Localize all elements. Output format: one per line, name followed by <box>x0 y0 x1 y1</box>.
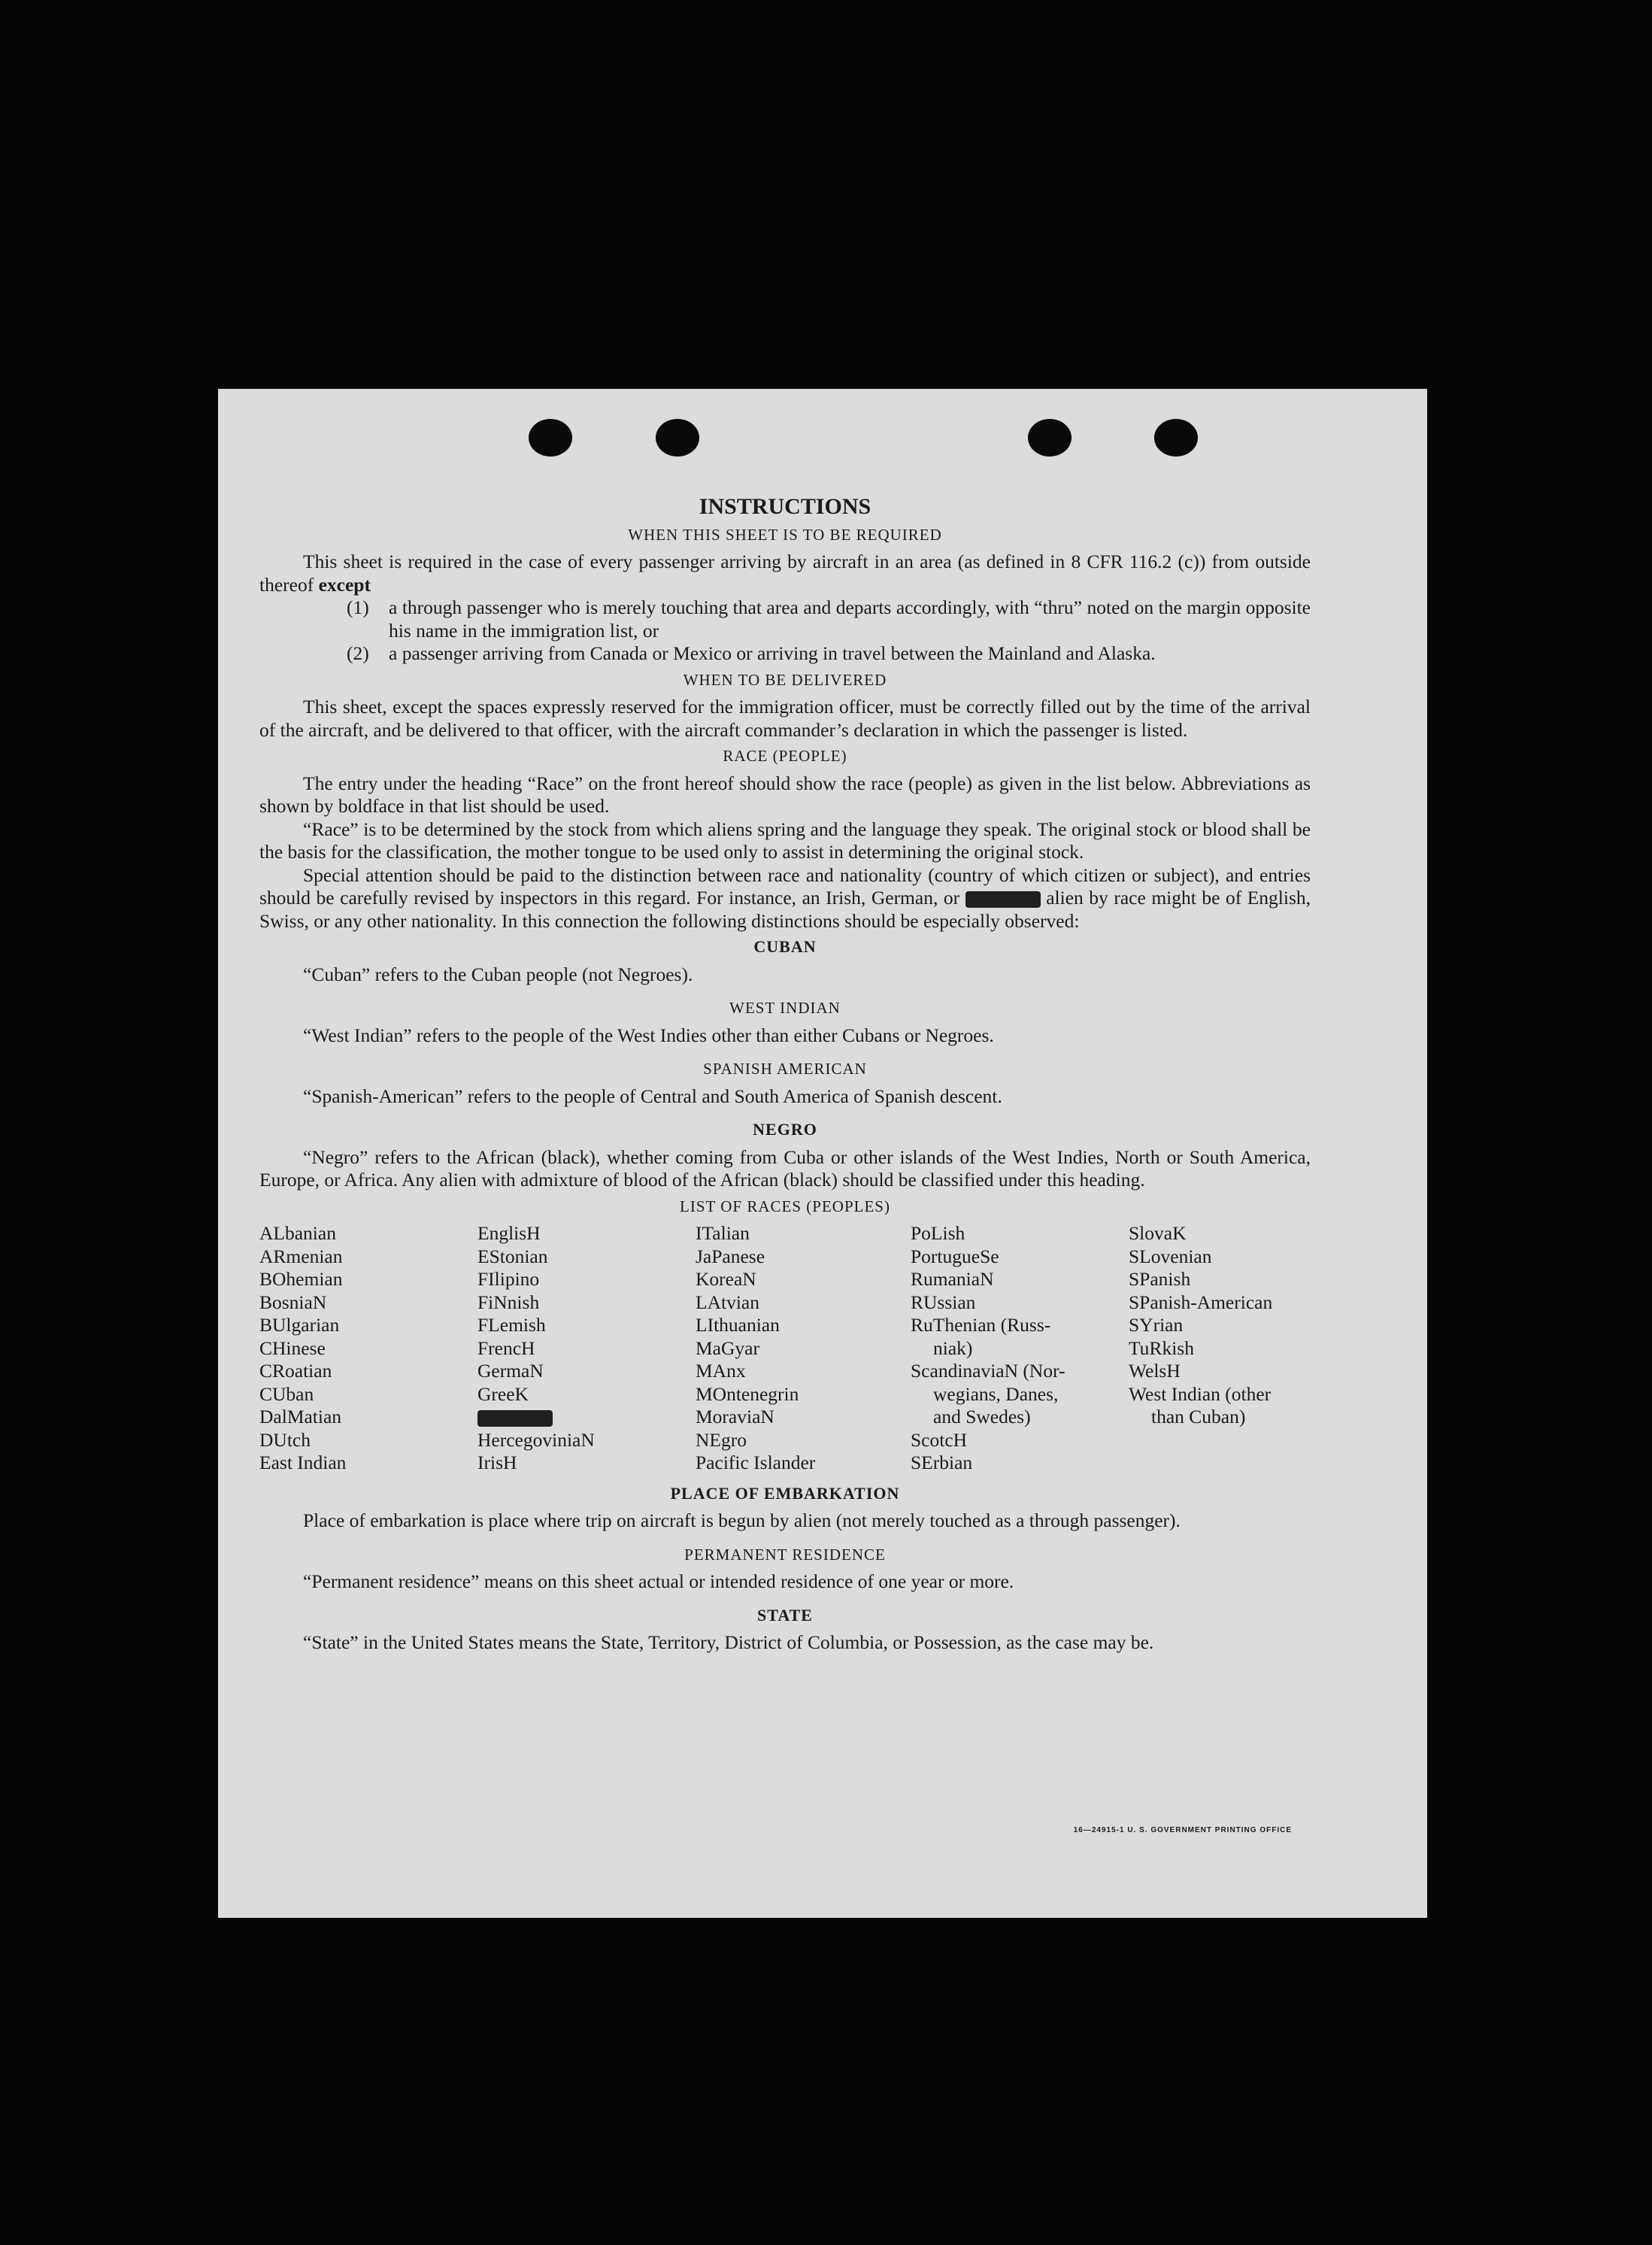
race-list <box>259 1222 1311 1475</box>
race-list-item: BosniaN <box>259 1291 327 1313</box>
paragraph-race-1: The entry under the heading “Race” on the front hereof should show the race (people) as given in the list below. Abbreviations as shown by boldface in that list should be used. <box>259 772 1311 817</box>
race-list-item: JaPanese <box>696 1245 765 1267</box>
race-list-item: MOntenegrin <box>696 1382 799 1405</box>
race-p3-b: alien by race might be of English, Swiss, or any other nationality. In this connection the following distinctions should be especially observed: <box>259 887 1311 932</box>
paragraph-residence: “Permanent residence” means on this sheet actual or intended residence of one year or more. <box>303 1570 1014 1592</box>
paragraph-embarkation: Place of embarkation is place where trip on aircraft is begun by alien (not merely touched as a through passenger). <box>303 1509 1181 1531</box>
race-list-item: SlovaK <box>1129 1222 1187 1244</box>
redaction-mark <box>477 1410 553 1427</box>
race-list-item: RUssian <box>911 1291 976 1313</box>
race-list-item: EnglisH <box>477 1222 541 1244</box>
race-list-item: than Cuban) <box>1151 1406 1246 1427</box>
race-list-item: SPanish <box>1129 1268 1191 1290</box>
race-list-item: SLovenian <box>1129 1245 1212 1267</box>
race-list-item: PoLish <box>911 1222 965 1244</box>
race-list-item: WelsH <box>1129 1360 1181 1382</box>
paragraph-race-2: “Race” is to be determined by the stock from which aliens spring and the language they speak. The original stock or blood shall be the basis for the classification, the mother tongue to be used only to assist in determining the original stock. <box>259 818 1311 863</box>
item-number: (1) <box>347 596 369 618</box>
document-page <box>218 389 1427 1918</box>
race-list-item: HercegoviniaN <box>477 1428 595 1451</box>
race-list-item: and Swedes) <box>933 1406 1031 1427</box>
race-list-item: MAnx <box>696 1360 746 1382</box>
page-title: INSTRUCTIONS <box>699 494 871 519</box>
race-list-item: Pacific Islander <box>696 1452 816 1473</box>
section-heading-embarkation: PLACE OF EMBARKATION <box>670 1483 900 1503</box>
paragraph-spanish-american: “Spanish-American” refers to the people of Central and South America of Spanish descent. <box>303 1085 1002 1107</box>
race-list-item: wegians, Danes, <box>933 1382 1059 1405</box>
race-list-item: FrencH <box>477 1336 535 1359</box>
race-list-item: MaGyar <box>696 1336 759 1359</box>
race-list-item: GermaN <box>477 1360 544 1382</box>
section-heading-spanish-american: SPANISH AMERICAN <box>703 1060 867 1078</box>
punch-hole <box>529 419 572 457</box>
race-list-item: IrisH <box>477 1452 517 1473</box>
race-list-item: FLemish <box>477 1314 546 1336</box>
race-list-item: ScotcH <box>911 1428 968 1451</box>
race-list-item: SYrian <box>1129 1314 1184 1336</box>
race-list-item: FiNnish <box>477 1291 540 1313</box>
paragraph-west-indian: “West Indian” refers to the people of the West Indies other than either Cubans or Negroes. <box>303 1024 994 1046</box>
race-list-item: DUtch <box>259 1428 311 1451</box>
race-list-item <box>1129 1429 1317 1452</box>
race-list-item: RuThenian (Russ- <box>911 1314 1051 1336</box>
list-item <box>347 642 1311 666</box>
when-required-intro: This sheet is required in the case of every passenger arriving by aircraft in an area (as defined in 8 CFR 116.2 (c)) from outside thereof <box>259 551 1311 596</box>
except-label: except <box>318 573 371 596</box>
paragraph-cuban: “Cuban” refers to the Cuban people (not Negroes). <box>303 963 693 985</box>
section-heading-list-of-races: LIST OF RACES (PEOPLES) <box>680 1197 890 1215</box>
race-list-item: LIthuanian <box>696 1314 780 1336</box>
paragraph-when-required <box>259 551 1311 596</box>
race-list-item: ARmenian <box>259 1245 343 1267</box>
race-list-item: RumaniaN <box>911 1268 994 1290</box>
race-list-item: SErbian <box>911 1452 973 1473</box>
race-list-item: CRoatian <box>259 1360 332 1382</box>
race-list-item: CHinese <box>259 1336 326 1359</box>
race-list-item: ScandinaviaN (Nor- <box>911 1360 1065 1382</box>
section-heading-cuban: CUBAN <box>753 937 817 956</box>
race-list-item: ALbanian <box>259 1222 336 1244</box>
race-list-item: niak) <box>933 1336 973 1359</box>
section-heading-state: STATE <box>757 1605 813 1625</box>
race-list-item: KoreaN <box>696 1268 756 1290</box>
item-text: a through passenger who is merely touching that area and departs accordingly, with “thru” noted on the margin opposite his name in the immigration list, or <box>389 596 1311 642</box>
section-heading-residence: PERMANENT RESIDENCE <box>684 1545 886 1564</box>
race-list-item: West Indian (other <box>1129 1382 1272 1405</box>
item-number: (2) <box>347 642 369 664</box>
race-list-item: DalMatian <box>259 1406 342 1427</box>
race-list-item: ITalian <box>696 1222 750 1244</box>
section-heading-when-required: WHEN THIS SHEET IS TO BE REQUIRED <box>628 525 942 544</box>
race-list-item: LAtvian <box>696 1291 759 1313</box>
race-list-item: MoraviaN <box>696 1406 774 1427</box>
punch-hole <box>1028 419 1072 457</box>
race-list-item: NEgro <box>696 1428 747 1451</box>
race-p3-a: Special attention should be paid to the distinction between race and nationality (country of which citizen or subject), and entries should be carefully revised by inspectors in this regard. For instance, an Irish, German, or <box>259 863 1311 909</box>
section-heading-race: RACE (PEOPLE) <box>723 747 847 765</box>
race-list-item: BOhemian <box>259 1268 343 1290</box>
race-list-item: PortugueSe <box>911 1245 999 1267</box>
race-list-item <box>477 1406 696 1429</box>
race-list-item: SPanish-American <box>1129 1291 1273 1313</box>
list-item <box>347 596 1311 642</box>
redaction-mark <box>965 891 1041 908</box>
paragraph-negro: “Negro” refers to the African (black), whether coming from Cuba or other islands of the West Indies, North or South America, Europe, or Africa. Any alien with admixture of blood of the African (black) should be classified under this heading. <box>259 1145 1311 1191</box>
paragraph-when-delivered: This sheet, except the spaces expressly reserved for the immigration officer, must be correctly filled out by the time of the arrival of the aircraft, and be delivered to that officer, with the aircraft commander’s declaration in which the passenger is listed. <box>259 696 1311 741</box>
section-heading-when-delivered: WHEN TO BE DELIVERED <box>683 670 887 689</box>
printing-office-note: 16—24915-1 U. S. GOVERNMENT PRINTING OFFICE <box>1073 1826 1292 1834</box>
paragraph-race-3 <box>259 864 1311 933</box>
race-list-item: East Indian <box>259 1452 347 1473</box>
race-list-item: GreeK <box>477 1382 529 1405</box>
race-list-item: TuRkish <box>1129 1336 1194 1359</box>
punch-hole <box>656 419 699 457</box>
item-text: a passenger arriving from Canada or Mexico or arriving in travel between the Mainland and Alaska. <box>389 642 1156 664</box>
instructions-content <box>259 496 1311 1655</box>
race-list-item: FIlipino <box>477 1268 540 1290</box>
paragraph-state: “State” in the United States means the State, Territory, District of Columbia, or Possession, as the case may be. <box>303 1631 1154 1653</box>
section-heading-negro: NEGRO <box>753 1120 817 1139</box>
punch-hole <box>1154 419 1198 457</box>
race-list-item <box>1129 1452 1317 1475</box>
race-list-item: EStonian <box>477 1245 548 1267</box>
race-list-item: BUlgarian <box>259 1314 340 1336</box>
section-heading-west-indian: WEST INDIAN <box>729 999 841 1017</box>
race-list-item: CUban <box>259 1382 314 1405</box>
